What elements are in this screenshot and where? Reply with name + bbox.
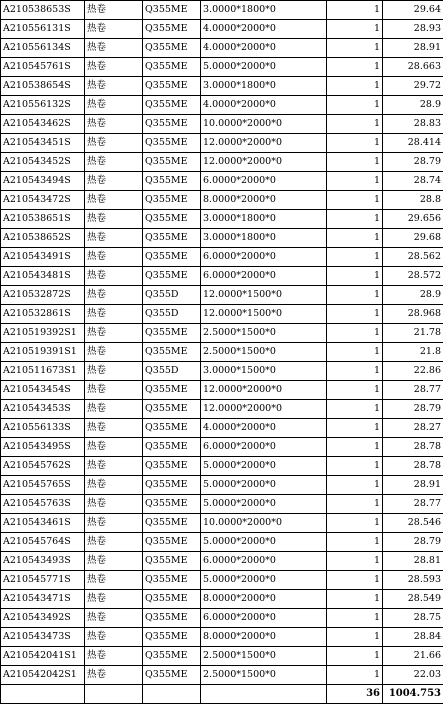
weight-cell: 28.9 bbox=[383, 96, 443, 115]
qty-cell: 1 bbox=[327, 1, 383, 20]
type-cell: 热卷 bbox=[85, 362, 143, 381]
qty-cell: 1 bbox=[327, 419, 383, 438]
table-row bbox=[1, 20, 443, 39]
grade-cell: Q355ME bbox=[143, 58, 201, 77]
table-row bbox=[1, 419, 443, 438]
table-row bbox=[1, 552, 443, 571]
id-cell: A210545771S bbox=[1, 571, 85, 590]
spec-cell: 12.0000*2000*0 bbox=[201, 153, 327, 172]
spec-cell: 5.0000*2000*0 bbox=[201, 571, 327, 590]
id-cell: A210543493S bbox=[1, 552, 85, 571]
weight-cell: 28.562 bbox=[383, 248, 443, 267]
id-cell: A210543492S bbox=[1, 609, 85, 628]
grade-cell: Q355ME bbox=[143, 172, 201, 191]
type-cell: 热卷 bbox=[85, 552, 143, 571]
grade-cell: Q355ME bbox=[143, 533, 201, 552]
id-cell: A210543471S bbox=[1, 590, 85, 609]
grade-cell: Q355ME bbox=[143, 229, 201, 248]
spec-cell: 10.0000*2000*0 bbox=[201, 115, 327, 134]
table-row bbox=[1, 210, 443, 229]
id-cell: A210538651S bbox=[1, 210, 85, 229]
spec-cell: 6.0000*2000*0 bbox=[201, 248, 327, 267]
qty-cell: 1 bbox=[327, 115, 383, 134]
id-cell: A210556134S bbox=[1, 39, 85, 58]
qty-cell: 1 bbox=[327, 229, 383, 248]
id-cell: A210543481S bbox=[1, 267, 85, 286]
qty-cell: 1 bbox=[327, 400, 383, 419]
type-cell: 热卷 bbox=[85, 134, 143, 153]
type-cell: 热卷 bbox=[85, 191, 143, 210]
weight-cell: 28.549 bbox=[383, 590, 443, 609]
qty-cell: 1 bbox=[327, 666, 383, 685]
type-cell: 热卷 bbox=[85, 590, 143, 609]
weight-cell: 21.66 bbox=[383, 647, 443, 666]
type-cell: 热卷 bbox=[85, 381, 143, 400]
weight-cell: 21.78 bbox=[383, 324, 443, 343]
grade-cell: Q355D bbox=[143, 286, 201, 305]
id-cell: A210556133S bbox=[1, 419, 85, 438]
type-cell: 热卷 bbox=[85, 96, 143, 115]
table-row bbox=[1, 533, 443, 552]
grade-cell: Q355D bbox=[143, 305, 201, 324]
type-cell: 热卷 bbox=[85, 400, 143, 419]
weight-cell: 28.93 bbox=[383, 20, 443, 39]
qty-cell: 1 bbox=[327, 609, 383, 628]
type-cell: 热卷 bbox=[85, 77, 143, 96]
weight-cell: 28.77 bbox=[383, 381, 443, 400]
spec-cell: 6.0000*2000*0 bbox=[201, 267, 327, 286]
table-row bbox=[1, 1, 443, 20]
table-body bbox=[1, 1, 443, 704]
weight-cell: 28.9 bbox=[383, 286, 443, 305]
table-row bbox=[1, 438, 443, 457]
type-cell: 热卷 bbox=[85, 533, 143, 552]
grade-cell: Q355ME bbox=[143, 343, 201, 362]
id-cell: A210543491S bbox=[1, 248, 85, 267]
id-cell: A210532861S bbox=[1, 305, 85, 324]
type-cell: 热卷 bbox=[85, 172, 143, 191]
total-row bbox=[1, 685, 443, 704]
grade-cell: Q355ME bbox=[143, 1, 201, 20]
id-cell: A210542041S1 bbox=[1, 647, 85, 666]
table-row bbox=[1, 324, 443, 343]
qty-cell: 1 bbox=[327, 96, 383, 115]
spec-cell: 3.0000*1800*0 bbox=[201, 229, 327, 248]
grade-cell: Q355ME bbox=[143, 267, 201, 286]
grade-cell: Q355ME bbox=[143, 571, 201, 590]
grade-cell: Q355ME bbox=[143, 514, 201, 533]
weight-cell: 28.84 bbox=[383, 628, 443, 647]
type-cell: 热卷 bbox=[85, 115, 143, 134]
type-cell: 热卷 bbox=[85, 438, 143, 457]
spec-cell: 6.0000*2000*0 bbox=[201, 552, 327, 571]
qty-cell: 1 bbox=[327, 153, 383, 172]
table-row bbox=[1, 362, 443, 381]
weight-cell: 28.593 bbox=[383, 571, 443, 590]
id-cell: A210519391S1 bbox=[1, 343, 85, 362]
grade-cell: Q355ME bbox=[143, 647, 201, 666]
type-cell: 热卷 bbox=[85, 305, 143, 324]
type-cell: 热卷 bbox=[85, 248, 143, 267]
id-cell: A210543473S bbox=[1, 628, 85, 647]
id-cell: A210519392S1 bbox=[1, 324, 85, 343]
id-cell: A210543451S bbox=[1, 134, 85, 153]
qty-cell: 1 bbox=[327, 571, 383, 590]
weight-cell: 22.03 bbox=[383, 666, 443, 685]
qty-cell: 1 bbox=[327, 457, 383, 476]
qty-cell: 1 bbox=[327, 647, 383, 666]
grade-cell: Q355ME bbox=[143, 419, 201, 438]
type-cell: 热卷 bbox=[85, 419, 143, 438]
qty-cell: 1 bbox=[327, 134, 383, 153]
spec-cell: 2.5000*1500*0 bbox=[201, 343, 327, 362]
grade-cell: Q355ME bbox=[143, 666, 201, 685]
spec-cell: 3.0000*1800*0 bbox=[201, 1, 327, 20]
grade-cell: Q355ME bbox=[143, 39, 201, 58]
type-cell: 热卷 bbox=[85, 267, 143, 286]
type-cell: 热卷 bbox=[85, 609, 143, 628]
qty-cell: 1 bbox=[327, 514, 383, 533]
type-cell: 热卷 bbox=[85, 647, 143, 666]
weight-cell: 28.91 bbox=[383, 39, 443, 58]
qty-cell: 1 bbox=[327, 267, 383, 286]
spec-cell: 3.0000*1800*0 bbox=[201, 210, 327, 229]
spec-cell: 12.0000*1500*0 bbox=[201, 286, 327, 305]
id-cell: A210545761S bbox=[1, 58, 85, 77]
weight-cell: 28.83 bbox=[383, 115, 443, 134]
table-row bbox=[1, 609, 443, 628]
type-cell: 热卷 bbox=[85, 20, 143, 39]
id-cell: A210538653S bbox=[1, 1, 85, 20]
spec-cell: 8.0000*2000*0 bbox=[201, 191, 327, 210]
weight-cell: 28.27 bbox=[383, 419, 443, 438]
spec-cell: 12.0000*2000*0 bbox=[201, 400, 327, 419]
type-cell: 热卷 bbox=[85, 666, 143, 685]
table-row bbox=[1, 134, 443, 153]
weight-cell: 28.79 bbox=[383, 400, 443, 419]
spec-cell: 6.0000*2000*0 bbox=[201, 609, 327, 628]
spec-cell: 4.0000*2000*0 bbox=[201, 20, 327, 39]
spec-cell: 5.0000*2000*0 bbox=[201, 457, 327, 476]
spec-cell: 8.0000*2000*0 bbox=[201, 590, 327, 609]
spec-cell: 5.0000*2000*0 bbox=[201, 58, 327, 77]
id-cell: A210545762S bbox=[1, 457, 85, 476]
id-cell: A210545763S bbox=[1, 495, 85, 514]
grade-cell: Q355ME bbox=[143, 438, 201, 457]
id-cell: A210545764S bbox=[1, 533, 85, 552]
table-row bbox=[1, 39, 443, 58]
total-blank-cell bbox=[1, 685, 85, 704]
type-cell: 热卷 bbox=[85, 495, 143, 514]
spec-cell: 2.5000*1500*0 bbox=[201, 324, 327, 343]
qty-cell: 1 bbox=[327, 172, 383, 191]
spec-cell: 4.0000*2000*0 bbox=[201, 419, 327, 438]
spec-cell: 3.0000*1500*0 bbox=[201, 362, 327, 381]
total-qty-cell: 36 bbox=[327, 685, 383, 704]
id-cell: A210543494S bbox=[1, 172, 85, 191]
weight-cell: 28.414 bbox=[383, 134, 443, 153]
qty-cell: 1 bbox=[327, 324, 383, 343]
spec-cell: 10.0000*2000*0 bbox=[201, 514, 327, 533]
qty-cell: 1 bbox=[327, 476, 383, 495]
weight-cell: 29.656 bbox=[383, 210, 443, 229]
id-cell: A210538654S bbox=[1, 77, 85, 96]
grade-cell: Q355ME bbox=[143, 96, 201, 115]
weight-cell: 28.91 bbox=[383, 476, 443, 495]
qty-cell: 1 bbox=[327, 210, 383, 229]
grade-cell: Q355ME bbox=[143, 248, 201, 267]
spec-cell: 5.0000*2000*0 bbox=[201, 476, 327, 495]
weight-cell: 28.77 bbox=[383, 495, 443, 514]
weight-cell: 21.8 bbox=[383, 343, 443, 362]
qty-cell: 1 bbox=[327, 305, 383, 324]
weight-cell: 28.78 bbox=[383, 438, 443, 457]
id-cell: A210543462S bbox=[1, 115, 85, 134]
table-row bbox=[1, 267, 443, 286]
spec-cell: 12.0000*2000*0 bbox=[201, 381, 327, 400]
spec-cell: 3.0000*1800*0 bbox=[201, 77, 327, 96]
table-row bbox=[1, 343, 443, 362]
total-blank-cell bbox=[143, 685, 201, 704]
grade-cell: Q355ME bbox=[143, 77, 201, 96]
id-cell: A210511673S1 bbox=[1, 362, 85, 381]
table-row bbox=[1, 77, 443, 96]
weight-cell: 28.8 bbox=[383, 191, 443, 210]
qty-cell: 1 bbox=[327, 58, 383, 77]
id-cell: A210545765S bbox=[1, 476, 85, 495]
weight-cell: 29.68 bbox=[383, 229, 443, 248]
type-cell: 热卷 bbox=[85, 153, 143, 172]
table-row bbox=[1, 381, 443, 400]
type-cell: 热卷 bbox=[85, 476, 143, 495]
table-row bbox=[1, 115, 443, 134]
type-cell: 热卷 bbox=[85, 286, 143, 305]
table-row bbox=[1, 647, 443, 666]
table-row bbox=[1, 248, 443, 267]
weight-cell: 28.79 bbox=[383, 153, 443, 172]
qty-cell: 1 bbox=[327, 362, 383, 381]
spec-cell: 12.0000*1500*0 bbox=[201, 305, 327, 324]
qty-cell: 1 bbox=[327, 495, 383, 514]
qty-cell: 1 bbox=[327, 552, 383, 571]
id-cell: A210556132S bbox=[1, 96, 85, 115]
grade-cell: Q355D bbox=[143, 362, 201, 381]
total-weight-cell: 1004.753 bbox=[383, 685, 443, 704]
weight-cell: 28.968 bbox=[383, 305, 443, 324]
grade-cell: Q355ME bbox=[143, 609, 201, 628]
weight-cell: 28.546 bbox=[383, 514, 443, 533]
id-cell: A210532872S bbox=[1, 286, 85, 305]
id-cell: A210543472S bbox=[1, 191, 85, 210]
table-row bbox=[1, 153, 443, 172]
qty-cell: 1 bbox=[327, 343, 383, 362]
spec-cell: 4.0000*2000*0 bbox=[201, 39, 327, 58]
id-cell: A210543461S bbox=[1, 514, 85, 533]
type-cell: 热卷 bbox=[85, 628, 143, 647]
id-cell: A210543452S bbox=[1, 153, 85, 172]
table-row bbox=[1, 571, 443, 590]
spec-cell: 5.0000*2000*0 bbox=[201, 533, 327, 552]
table-row bbox=[1, 628, 443, 647]
grade-cell: Q355ME bbox=[143, 495, 201, 514]
type-cell: 热卷 bbox=[85, 343, 143, 362]
spec-cell: 8.0000*2000*0 bbox=[201, 628, 327, 647]
table-row bbox=[1, 495, 443, 514]
grade-cell: Q355ME bbox=[143, 20, 201, 39]
table-row bbox=[1, 514, 443, 533]
grade-cell: Q355ME bbox=[143, 210, 201, 229]
grade-cell: Q355ME bbox=[143, 381, 201, 400]
spec-cell: 5.0000*2000*0 bbox=[201, 495, 327, 514]
spec-cell: 6.0000*2000*0 bbox=[201, 438, 327, 457]
grade-cell: Q355ME bbox=[143, 191, 201, 210]
table-row bbox=[1, 172, 443, 191]
type-cell: 热卷 bbox=[85, 210, 143, 229]
spec-cell: 2.5000*1500*0 bbox=[201, 666, 327, 685]
weight-cell: 28.81 bbox=[383, 552, 443, 571]
qty-cell: 1 bbox=[327, 533, 383, 552]
weight-cell: 28.78 bbox=[383, 457, 443, 476]
table-row bbox=[1, 666, 443, 685]
qty-cell: 1 bbox=[327, 628, 383, 647]
qty-cell: 1 bbox=[327, 248, 383, 267]
weight-cell: 29.64 bbox=[383, 1, 443, 20]
table-row bbox=[1, 305, 443, 324]
table-row bbox=[1, 400, 443, 419]
grade-cell: Q355ME bbox=[143, 552, 201, 571]
grade-cell: Q355ME bbox=[143, 115, 201, 134]
weight-cell: 28.663 bbox=[383, 58, 443, 77]
id-cell: A210543454S bbox=[1, 381, 85, 400]
qty-cell: 1 bbox=[327, 191, 383, 210]
qty-cell: 1 bbox=[327, 286, 383, 305]
spec-cell: 4.0000*2000*0 bbox=[201, 96, 327, 115]
grade-cell: Q355ME bbox=[143, 153, 201, 172]
weight-cell: 29.72 bbox=[383, 77, 443, 96]
table-row bbox=[1, 96, 443, 115]
spec-cell: 6.0000*2000*0 bbox=[201, 172, 327, 191]
id-cell: A210538652S bbox=[1, 229, 85, 248]
grade-cell: Q355ME bbox=[143, 400, 201, 419]
qty-cell: 1 bbox=[327, 438, 383, 457]
table-row bbox=[1, 590, 443, 609]
grade-cell: Q355ME bbox=[143, 324, 201, 343]
spec-cell: 2.5000*1500*0 bbox=[201, 647, 327, 666]
grade-cell: Q355ME bbox=[143, 476, 201, 495]
weight-cell: 28.79 bbox=[383, 533, 443, 552]
type-cell: 热卷 bbox=[85, 58, 143, 77]
type-cell: 热卷 bbox=[85, 324, 143, 343]
spec-cell: 12.0000*2000*0 bbox=[201, 134, 327, 153]
total-blank-cell bbox=[201, 685, 327, 704]
weight-cell: 28.572 bbox=[383, 267, 443, 286]
type-cell: 热卷 bbox=[85, 39, 143, 58]
type-cell: 热卷 bbox=[85, 457, 143, 476]
table-row bbox=[1, 191, 443, 210]
type-cell: 热卷 bbox=[85, 571, 143, 590]
type-cell: 热卷 bbox=[85, 514, 143, 533]
id-cell: A210543495S bbox=[1, 438, 85, 457]
table-row bbox=[1, 476, 443, 495]
id-cell: A210556131S bbox=[1, 20, 85, 39]
grade-cell: Q355ME bbox=[143, 457, 201, 476]
grade-cell: Q355ME bbox=[143, 628, 201, 647]
grade-cell: Q355ME bbox=[143, 134, 201, 153]
qty-cell: 1 bbox=[327, 39, 383, 58]
table-row bbox=[1, 58, 443, 77]
type-cell: 热卷 bbox=[85, 229, 143, 248]
qty-cell: 1 bbox=[327, 20, 383, 39]
id-cell: A210542042S1 bbox=[1, 666, 85, 685]
weight-cell: 22.86 bbox=[383, 362, 443, 381]
qty-cell: 1 bbox=[327, 590, 383, 609]
type-cell: 热卷 bbox=[85, 1, 143, 20]
weight-cell: 28.74 bbox=[383, 172, 443, 191]
table-row bbox=[1, 286, 443, 305]
id-cell: A210543453S bbox=[1, 400, 85, 419]
total-blank-cell bbox=[85, 685, 143, 704]
qty-cell: 1 bbox=[327, 381, 383, 400]
table-row bbox=[1, 229, 443, 248]
table-row bbox=[1, 457, 443, 476]
weight-cell: 28.75 bbox=[383, 609, 443, 628]
qty-cell: 1 bbox=[327, 77, 383, 96]
grade-cell: Q355ME bbox=[143, 590, 201, 609]
